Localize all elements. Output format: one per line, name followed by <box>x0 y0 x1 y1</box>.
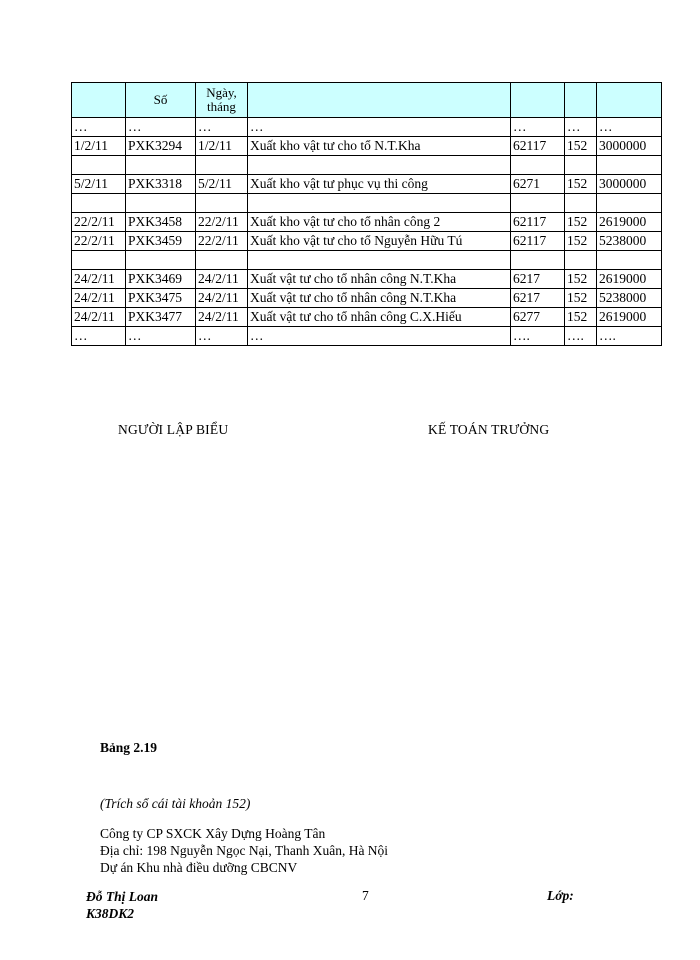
table-cell <box>248 194 511 213</box>
table-row <box>72 308 662 327</box>
table-cell <box>511 194 565 213</box>
table-cell: …. <box>565 327 597 346</box>
table-row <box>72 327 662 346</box>
table-cell: 5/2/11 <box>196 175 248 194</box>
table-cell: …. <box>597 327 662 346</box>
table-cell: … <box>196 118 248 137</box>
table-cell: 152 <box>565 175 597 194</box>
table-cell <box>248 251 511 270</box>
table-cell: … <box>72 327 126 346</box>
table-cell <box>597 194 662 213</box>
preparer-signature-label: NGƯỜI LẬP BIỂU <box>118 422 229 437</box>
header-cell <box>597 83 662 118</box>
table-cell: 24/2/11 <box>196 308 248 327</box>
company-name: Công ty CP SXCK Xây Dựng Hoàng Tân <box>100 826 326 841</box>
table-cell <box>72 251 126 270</box>
table-cell: … <box>126 118 196 137</box>
table-row <box>72 232 662 251</box>
table-cell: Xuất vật tư cho tổ nhân công N.T.Kha <box>248 289 511 308</box>
table-cell: 5238000 <box>597 289 662 308</box>
ledger-table <box>71 82 662 346</box>
table-cell: Xuất vật tư cho tổ nhân công C.X.Hiếu <box>248 308 511 327</box>
table-row <box>72 156 662 175</box>
table-cell: 2619000 <box>597 308 662 327</box>
table-row <box>72 251 662 270</box>
company-address: Địa chỉ: 198 Nguyễn Ngọc Nại, Thanh Xuân, Hà Nội <box>100 843 389 858</box>
table-cell: … <box>597 118 662 137</box>
table-cell: … <box>72 118 126 137</box>
table-cell: Xuất kho vật tư cho tổ Nguyễn Hữu Tú <box>248 232 511 251</box>
page-number: 7 <box>362 888 369 903</box>
table-cell: 152 <box>565 137 597 156</box>
header-cell: Số <box>126 83 196 118</box>
table-cell: 152 <box>565 289 597 308</box>
table-cell <box>196 194 248 213</box>
footer-author <box>86 888 158 922</box>
table-cell <box>565 156 597 175</box>
table-cell: … <box>248 118 511 137</box>
table-cell: 62117 <box>511 137 565 156</box>
table-cell: 5/2/11 <box>72 175 126 194</box>
table-cell: Xuất kho vật tư phục vụ thi công <box>248 175 511 194</box>
header-cell <box>72 83 126 118</box>
table-cell: … <box>126 327 196 346</box>
table-cell: … <box>511 118 565 137</box>
table-cell: 22/2/11 <box>196 213 248 232</box>
footer-author-name: Đỗ Thị Loan <box>86 889 159 904</box>
table-cell: 3000000 <box>597 137 662 156</box>
table-cell: 152 <box>565 213 597 232</box>
table-row <box>72 289 662 308</box>
extract-note: (Trích sổ cái tài khoản 152) <box>100 796 251 811</box>
table-cell: 22/2/11 <box>196 232 248 251</box>
table-cell: …. <box>511 327 565 346</box>
table-title: Bảng 2.19 <box>100 740 158 755</box>
table-cell <box>511 156 565 175</box>
table-cell <box>565 194 597 213</box>
ledger-header <box>72 83 662 118</box>
table-cell: … <box>196 327 248 346</box>
table-cell: 62117 <box>511 232 565 251</box>
table-cell: 5238000 <box>597 232 662 251</box>
table-cell: Xuất kho vật tư cho tổ N.T.Kha <box>248 137 511 156</box>
table-cell: 22/2/11 <box>72 232 126 251</box>
table-cell <box>126 156 196 175</box>
table-cell <box>248 156 511 175</box>
table-cell: PXK3459 <box>126 232 196 251</box>
table-cell <box>597 156 662 175</box>
table-cell: Xuất kho vật tư cho tổ nhân công 2 <box>248 213 511 232</box>
table-row <box>72 270 662 289</box>
table-cell: 24/2/11 <box>72 308 126 327</box>
table-cell: 3000000 <box>597 175 662 194</box>
header-cell: Ngày, tháng <box>196 83 248 118</box>
table-cell: 152 <box>565 308 597 327</box>
table-cell: PXK3294 <box>126 137 196 156</box>
table-cell: PXK3477 <box>126 308 196 327</box>
table-cell: 1/2/11 <box>196 137 248 156</box>
header-cell <box>511 83 565 118</box>
table-cell <box>597 251 662 270</box>
table-row <box>72 194 662 213</box>
table-cell: Xuất vật tư cho tổ nhân công N.T.Kha <box>248 270 511 289</box>
table-cell <box>126 251 196 270</box>
table-cell: 24/2/11 <box>196 289 248 308</box>
footer-author-class-code: K38DK2 <box>86 906 135 921</box>
ledger-body <box>72 118 662 346</box>
table-cell: 1/2/11 <box>72 137 126 156</box>
table-cell: 24/2/11 <box>196 270 248 289</box>
table-cell: 62117 <box>511 213 565 232</box>
table-row <box>72 137 662 156</box>
table-cell: 152 <box>565 270 597 289</box>
table-cell <box>126 194 196 213</box>
table-cell: PXK3318 <box>126 175 196 194</box>
table-cell: 6217 <box>511 270 565 289</box>
table-cell <box>511 251 565 270</box>
table-cell: … <box>248 327 511 346</box>
table-cell <box>72 156 126 175</box>
table-cell <box>72 194 126 213</box>
table-row <box>72 175 662 194</box>
company-project: Dự án Khu nhà điều dưỡng CBCNV <box>100 860 298 875</box>
table-cell: 152 <box>565 232 597 251</box>
table-cell: PXK3458 <box>126 213 196 232</box>
header-cell <box>248 83 511 118</box>
table-cell <box>196 251 248 270</box>
table-cell: 2619000 <box>597 270 662 289</box>
table-row <box>72 118 662 137</box>
chief-accountant-signature-label: KẾ TOÁN TRƯỞNG <box>428 422 550 437</box>
table-cell: … <box>565 118 597 137</box>
table-cell: 6217 <box>511 289 565 308</box>
table-row <box>72 213 662 232</box>
table-cell: 24/2/11 <box>72 270 126 289</box>
table-cell <box>196 156 248 175</box>
company-block <box>100 825 388 876</box>
table-cell: 6271 <box>511 175 565 194</box>
table-cell: 2619000 <box>597 213 662 232</box>
table-cell: PXK3469 <box>126 270 196 289</box>
table-cell: PXK3475 <box>126 289 196 308</box>
table-cell: 22/2/11 <box>72 213 126 232</box>
table-cell: 24/2/11 <box>72 289 126 308</box>
header-cell <box>565 83 597 118</box>
footer-class-label: Lớp: <box>547 888 574 903</box>
table-cell: 6277 <box>511 308 565 327</box>
table-cell <box>565 251 597 270</box>
